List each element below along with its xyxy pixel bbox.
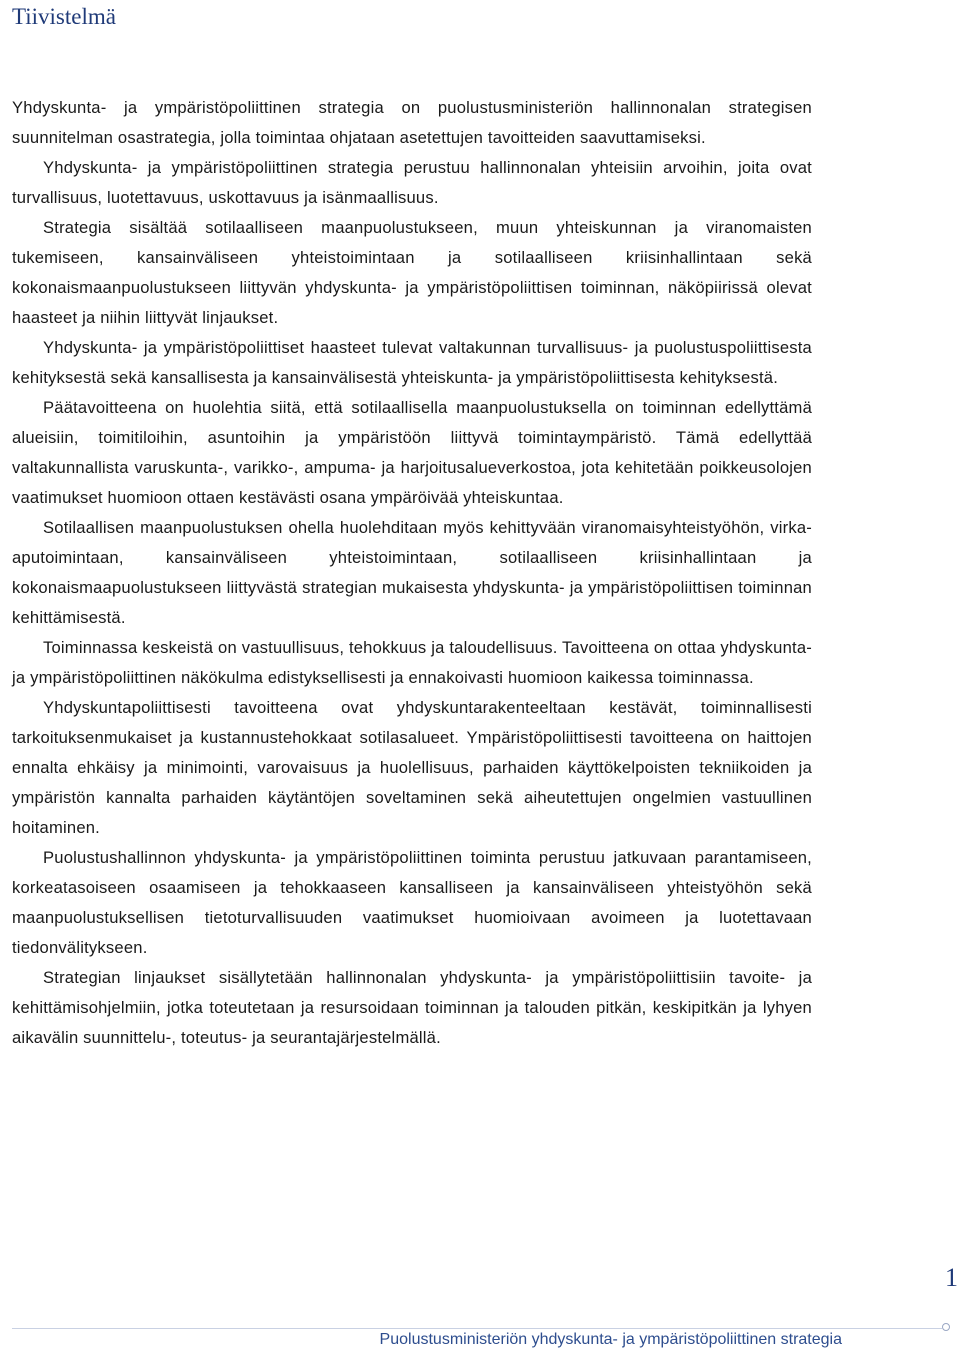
paragraph: Sotilaallisen maanpuolustuksen ohella huolehditaan myös kehittyvään viranomaisyhteistyöhön, virka-aputoimintaan, kansainväliseen yhteistoimintaan, sotilaalliseen kriisinhallintaan ja kokonaismaapuolustukseen liittyvästä strategian mukaisesta yhdyskunta- ja ympäristöpoliittisen toiminnan kehittämisestä. bbox=[12, 518, 812, 627]
page-number: 1 bbox=[945, 1263, 958, 1292]
paragraph: Päätavoitteena on huolehtia siitä, että sotilaallisella maanpuolustuksella on toiminnan edellyttämä alueisiin, toimitiloihin, asuntoihin ja ympäristöön liittyvä toimintaympäristö. Tämä edellyttää valtakunnallista varuskunta-, varikko-, ampuma- ja harjoitusalueverkostoa, jota kehitetään poikkeusolojen vaatimukset huomioon ottaen kestävästi osana ympäröivää yhteiskuntaa. bbox=[12, 398, 812, 507]
paragraph: Yhdyskunta- ja ympäristöpoliittinen strategia perustuu hallinnonalan yhteisiin arvoihin, joita ovat turvallisuus, luotettavuus, uskottavuus ja isänmaallisuus. bbox=[12, 158, 812, 207]
footer-document-title: Puolustusministeriön yhdyskunta- ja ympäristöpoliittinen strategia bbox=[379, 1331, 842, 1348]
paragraph: Yhdyskunta- ja ympäristöpoliittiset haasteet tulevat valtakunnan turvallisuus- ja puolustuspoliittisesta kehityksestä sekä kansallisesta ja kansainvälisestä yhteiskunta- ja ympäristöpoliittisesta kehityksestä. bbox=[12, 338, 812, 387]
page-title: Tiivistelmä bbox=[12, 4, 116, 29]
footer-circle-icon bbox=[942, 1323, 950, 1331]
paragraph: Strategian linjaukset sisällytetään hallinnonalan yhdyskunta- ja ympäristöpoliittisiin tavoite- ja kehittämisohjelmiin, jotka toteutetaan ja resursoidaan toiminnan ja talouden pitkän, keskipitkän ja lyhyen aikavälin suunnittelu-, toteutus- ja seurantajärjestelmällä. bbox=[12, 968, 812, 1047]
paragraph: Puolustushallinnon yhdyskunta- ja ympäristöpoliittinen toiminta perustuu jatkuvaan parantamiseen, korkeatasoiseen osaamiseen ja tehokkaaseen kansalliseen ja kansainväliseen yhteistyöhön sekä maanpuolustuksellisen tietoturvallisuuden vaatimukset huomioivaan avoimeen ja luotettavaan tiedonvälitykseen. bbox=[12, 848, 812, 957]
paragraph: Yhdyskuntapoliittisesti tavoitteena ovat yhdyskuntarakenteeltaan kestävät, toiminnallisesti tarkoituksenmukaiset ja kustannustehokkaat sotilasalueet. Ympäristöpoliittisesti tavoitteena on haittojen ennalta ehkäisy ja minimointi, varovaisuus ja huolellisuus, parhaiden käyttökelpoisten tekniikoiden ja ympäristön kannalta parhaiden käytäntöjen soveltaminen sekä aiheutettujen ongelmien vastuullinen hoitaminen. bbox=[12, 698, 812, 837]
paragraph: Yhdyskunta- ja ympäristöpoliittinen strategia on puolustusministeriön hallinnonalan strategisen suunnitelman osastrategia, jolla toimintaa ohjataan asetettujen tavoitteiden saavuttamiseksi. bbox=[12, 98, 812, 147]
paragraph: Strategia sisältää sotilaalliseen maanpuolustukseen, muun yhteiskunnan ja viranomaisten tukemiseen, kansainväliseen yhteistoimintaan ja sotilaalliseen kriisinhallintaan sekä kokonaismaanpuolustukseen liittyvän yhdyskunta- ja ympäristöpoliittisen toiminnan, näköpiirissä olevat haasteet ja niihin liittyvät linjaukset. bbox=[12, 218, 812, 327]
paragraph: Toiminnassa keskeistä on vastuullisuus, tehokkuus ja taloudellisuus. Tavoitteena on ottaa yhdyskunta- ja ympäristöpoliittinen näkökulma edistyksellisesti ja ennakoivasti huomioon kaikessa toiminnassa. bbox=[12, 638, 812, 687]
summary-body bbox=[12, 93, 812, 1053]
